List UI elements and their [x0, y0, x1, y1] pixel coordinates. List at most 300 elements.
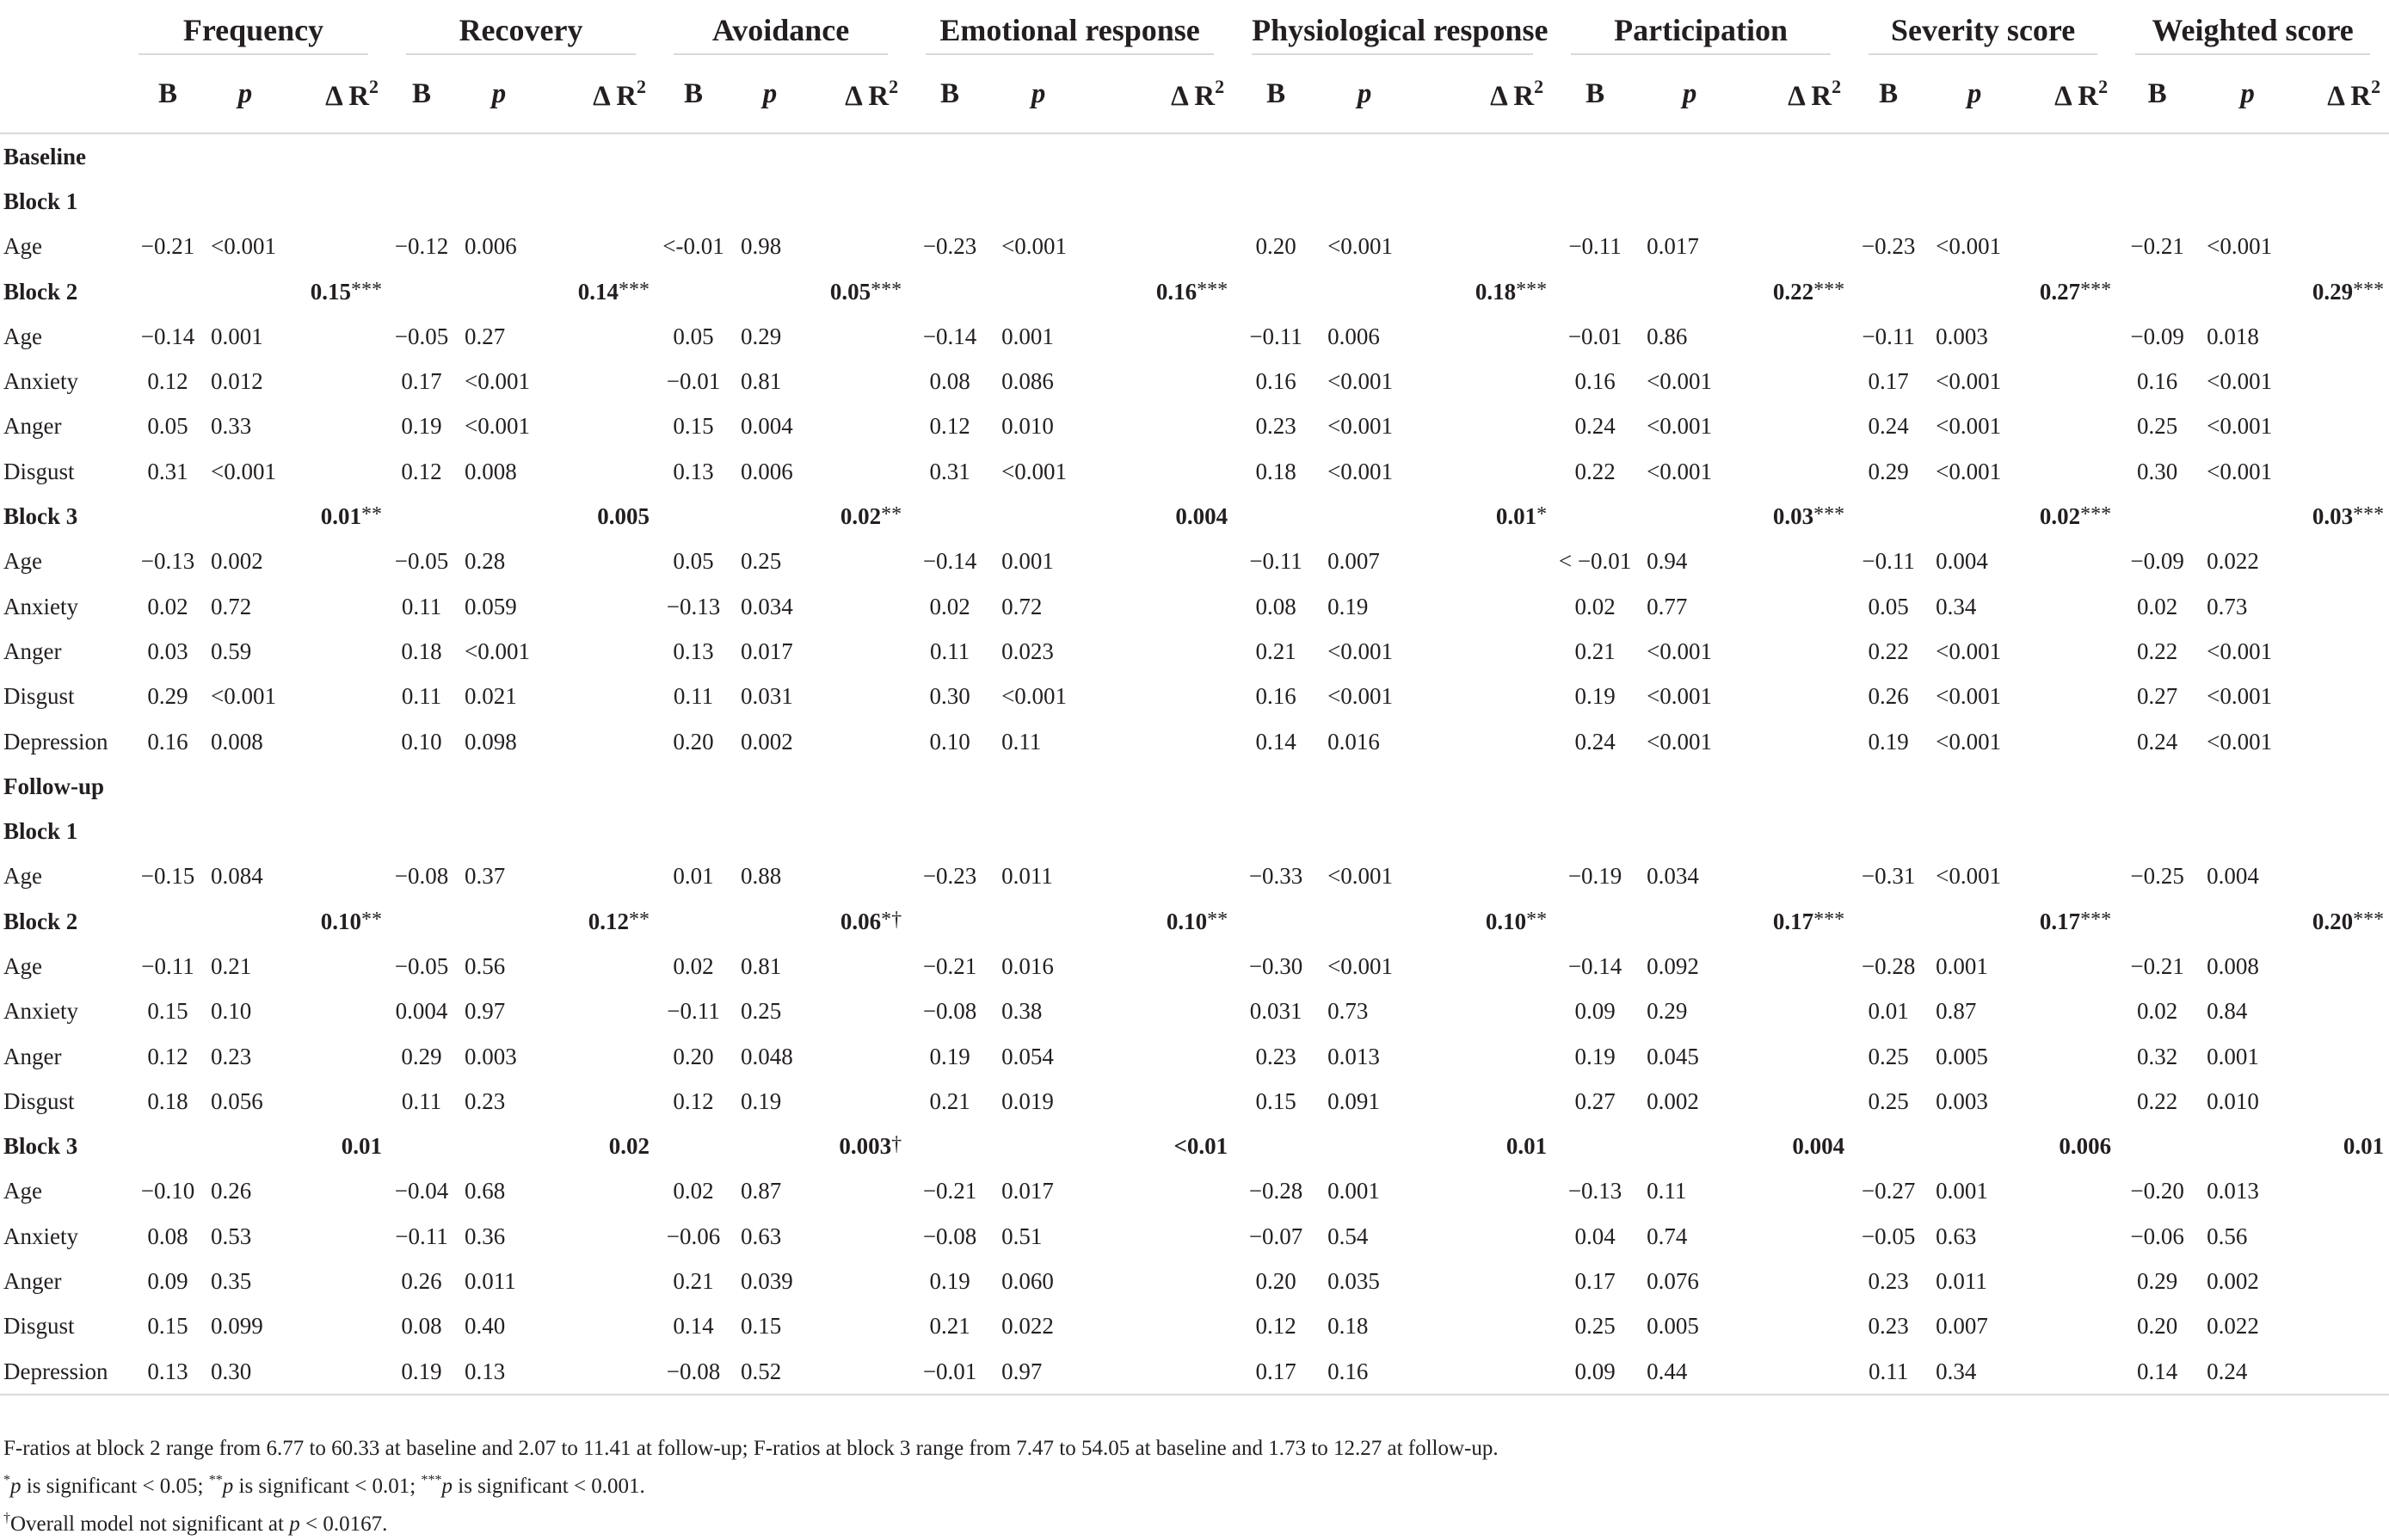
cell-delta-r2-severity-score — [2022, 1304, 2116, 1349]
cell-b-severity-score: −0.23 — [1861, 233, 1916, 260]
cell-p-frequency: 0.056 — [211, 1087, 263, 1114]
cell-b-participation: 0.27 — [1574, 1087, 1616, 1114]
cell-delta-r2-weighted-score — [2297, 944, 2389, 989]
cell-p-physiological-response — [1319, 809, 1410, 853]
cell-p-frequency: 0.008 — [211, 728, 263, 755]
cell-delta-r2-avoidance — [808, 584, 907, 629]
cell-delta-r2-weighted-score — [2297, 314, 2389, 359]
cell-b-emotional-response: 0.08 — [929, 368, 970, 395]
cell-b-avoidance — [655, 179, 732, 224]
cell-p-recovery: 0.28 — [465, 548, 506, 575]
cell-b-emotional-response: 0.10 — [929, 728, 970, 755]
cell-delta-r2-emotional-response — [1084, 584, 1233, 629]
cell-delta-r2-participation — [1741, 269, 1850, 314]
cell-p-frequency: <0.001 — [211, 458, 276, 484]
delta-r-label: Δ R — [1788, 80, 1832, 112]
cell-delta-r2-severity-score — [2022, 1259, 2116, 1303]
cell-delta-r2-physiological-response — [1410, 1079, 1552, 1124]
significance-marker: *** — [1813, 278, 1845, 301]
delta-r2-value: 0.27 — [2039, 278, 2081, 305]
predictor-label: Age — [3, 548, 42, 575]
cell-p-emotional-response: <0.001 — [1001, 683, 1068, 710]
empty-cell — [2022, 133, 2116, 179]
cell-delta-r2-weighted-score — [2297, 225, 2389, 269]
cell-p-avoidance: 0.52 — [732, 1349, 808, 1395]
cell-p-avoidance: 0.039 — [741, 1268, 793, 1295]
cell-b-severity-score — [1850, 1124, 1927, 1169]
predictor-label: Anxiety — [3, 1223, 78, 1249]
squared-superscript: 2 — [2371, 75, 2381, 97]
col-header-b-emotional-response: B — [907, 55, 993, 133]
cell-delta-r2-physiological-response — [1410, 539, 1552, 584]
cell-b-participation — [1552, 899, 1638, 944]
cell-b-weighted-score: −0.20 — [2130, 1178, 2184, 1204]
cell-delta-r2-weighted-score — [2297, 899, 2389, 944]
cell-b-severity-score: 0.11 — [1850, 1349, 1927, 1395]
delta-r2-value: 0.10 — [1166, 908, 1208, 934]
cell-b-weighted-score: 0.30 — [2137, 458, 2178, 484]
footnote-text: is significant < 0.001. — [453, 1475, 645, 1498]
col-header-b-frequency: B — [133, 55, 202, 133]
empty-cell — [2116, 764, 2198, 809]
cell-b-avoidance: −0.01 — [666, 368, 721, 395]
cell-delta-r2-physiological-response — [1410, 1124, 1552, 1169]
table-row — [0, 629, 2389, 674]
cell-p-participation: <0.001 — [1647, 638, 1713, 664]
cell-b-physiological-response: −0.07 — [1248, 1223, 1303, 1249]
cell-b-emotional-response: −0.01 — [907, 1349, 993, 1395]
significance-marker: ** — [881, 503, 902, 527]
cell-delta-r2-emotional-response — [1084, 675, 1233, 719]
cell-b-physiological-response: 0.17 — [1233, 1349, 1319, 1395]
empty-cell — [1552, 133, 1638, 179]
cell-b-avoidance — [655, 899, 732, 944]
cell-b-severity-score: 0.29 — [1868, 458, 1909, 484]
delta-r2-value: 0.02 — [608, 1133, 650, 1160]
cell-p-participation: 0.44 — [1638, 1349, 1741, 1395]
cell-delta-r2-participation — [1741, 225, 1850, 269]
significance-marker: *** — [351, 278, 383, 301]
cell-delta-r2-avoidance — [808, 809, 907, 853]
cell-delta-r2-participation — [1741, 809, 1850, 853]
cell-b-physiological-response: 0.23 — [1255, 1043, 1296, 1069]
cell-delta-r2-recovery — [542, 1124, 655, 1169]
empty-cell — [542, 764, 655, 809]
empty-cell — [387, 133, 456, 179]
cell-p-emotional-response — [993, 494, 1084, 539]
cell-b-frequency: −0.14 — [140, 323, 195, 349]
cell-b-avoidance: 0.13 — [673, 458, 714, 484]
cell-p-avoidance: 0.031 — [741, 683, 793, 710]
cell-p-physiological-response: <0.001 — [1327, 233, 1394, 260]
cell-p-severity-score: 0.003 — [1936, 323, 1988, 349]
cell-delta-r2-weighted-score — [2297, 539, 2389, 584]
empty-cell — [202, 764, 288, 809]
cell-p-frequency — [202, 179, 288, 224]
empty-cell — [1927, 133, 2022, 179]
group-header-label: Emotional response — [926, 14, 1214, 55]
cell-b-frequency — [133, 809, 202, 853]
cell-delta-r2-frequency — [288, 539, 387, 584]
cell-b-recovery: 0.18 — [401, 638, 442, 664]
cell-b-physiological-response — [1233, 494, 1319, 539]
group-header-label: Weighted score — [2135, 14, 2370, 55]
cell-delta-r2-emotional-response — [1084, 1034, 1233, 1079]
cell-p-severity-score: <0.001 — [1936, 683, 2002, 710]
cell-p-frequency: 0.53 — [211, 1223, 252, 1249]
cell-b-frequency: 0.29 — [147, 683, 188, 710]
cell-p-severity-score — [1927, 899, 2022, 944]
group-header-label: Recovery — [406, 14, 636, 55]
cell-p-severity-score: 0.007 — [1936, 1313, 1988, 1340]
cell-b-frequency: 0.31 — [147, 458, 188, 484]
cell-delta-r2-avoidance — [808, 539, 907, 584]
cell-p-participation: 0.77 — [1647, 593, 1688, 619]
cell-delta-r2-physiological-response — [1410, 269, 1552, 314]
cell-delta-r2-participation — [1741, 404, 1850, 449]
block-row — [0, 1124, 2389, 1169]
cell-p-frequency: 0.30 — [202, 1349, 288, 1395]
cell-delta-r2-severity-score — [2022, 719, 2116, 764]
cell-p-recovery — [456, 494, 542, 539]
cell-p-recovery — [456, 269, 542, 314]
empty-cell — [1638, 764, 1741, 809]
cell-delta-r2-emotional-response — [1084, 899, 1233, 944]
cell-delta-r2-recovery — [542, 719, 655, 764]
cell-b-avoidance: −0.08 — [655, 1349, 732, 1395]
significance-marker: *** — [1516, 278, 1548, 301]
empty-cell — [1850, 764, 1927, 809]
cell-b-frequency: 0.09 — [147, 1268, 188, 1295]
significance-marker: *** — [1813, 503, 1845, 527]
cell-delta-r2-physiological-response — [1410, 1214, 1552, 1259]
predictor-label: Anger — [3, 1043, 62, 1069]
delta-r2-value: 0.12 — [588, 908, 630, 934]
cell-b-weighted-score: −0.21 — [2130, 233, 2184, 260]
cell-b-physiological-response: 0.16 — [1255, 683, 1296, 710]
cell-delta-r2-emotional-response — [1084, 539, 1233, 584]
cell-delta-r2-recovery — [542, 1079, 655, 1124]
table-row — [0, 539, 2389, 584]
cell-p-avoidance — [732, 269, 808, 314]
group-header-frequency — [133, 0, 387, 55]
cell-delta-r2-avoidance — [808, 225, 907, 269]
cell-b-severity-score: 0.23 — [1868, 1313, 1909, 1340]
cell-b-recovery: −0.04 — [394, 1178, 449, 1204]
col-header-p-recovery: p — [456, 55, 542, 133]
cell-b-frequency: 0.15 — [147, 1313, 188, 1340]
cell-delta-r2-weighted-score — [2297, 1079, 2389, 1124]
cell-p-participation — [1638, 809, 1741, 853]
cell-b-weighted-score: 0.16 — [2137, 368, 2178, 395]
cell-delta-r2-weighted-score — [2297, 449, 2389, 494]
cell-p-emotional-response: 0.019 — [1001, 1087, 1054, 1114]
section-row — [0, 764, 2389, 809]
group-header-participation — [1552, 0, 1850, 55]
cell-delta-r2-physiological-response — [1410, 1349, 1552, 1395]
cell-p-emotional-response: 0.010 — [1001, 413, 1054, 440]
cell-b-avoidance: 0.01 — [673, 863, 714, 890]
delta-r2-value: 0.01 — [1505, 1133, 1548, 1160]
cell-delta-r2-recovery — [542, 809, 655, 853]
predictor-label: Anger — [3, 413, 62, 440]
col-header-delta-r2-avoidance — [808, 55, 907, 133]
cell-p-severity-score: 0.011 — [1936, 1268, 1987, 1295]
footnote-f-ratios: F-ratios at block 2 range from 6.77 to 60.33 at baseline and 2.07 to 11.41 at follow-up; F-ratios at block 3 range from 7.47 to 54.05 at baseline and 1.73 to 12.27 at follow-up. — [3, 1437, 1499, 1460]
cell-p-emotional-response: 0.38 — [1001, 998, 1043, 1025]
cell-b-participation: 0.16 — [1574, 368, 1616, 395]
cell-b-emotional-response: −0.14 — [922, 548, 977, 575]
cell-b-recovery — [387, 899, 456, 944]
table-row — [0, 1079, 2389, 1124]
cell-p-avoidance — [732, 809, 808, 853]
cell-b-emotional-response: −0.21 — [922, 1178, 977, 1204]
cell-b-weighted-score — [2116, 179, 2198, 224]
cell-b-physiological-response: 0.16 — [1255, 368, 1296, 395]
cell-b-frequency — [133, 494, 202, 539]
cell-delta-r2-weighted-score — [2297, 584, 2389, 629]
delta-r2-value: 0.004 — [1175, 503, 1228, 530]
cell-p-frequency — [202, 269, 288, 314]
cell-p-recovery: 0.97 — [465, 998, 506, 1025]
predictor-label: Age — [3, 1178, 42, 1204]
cell-delta-r2-frequency — [288, 809, 387, 853]
group-header-physiological-response — [1233, 0, 1552, 55]
predictor-label: Depression — [0, 1349, 133, 1395]
cell-b-recovery: 0.11 — [401, 593, 442, 619]
empty-cell — [1552, 764, 1638, 809]
cell-p-weighted-score: <0.001 — [2207, 458, 2273, 484]
cell-p-severity-score — [1927, 269, 2022, 314]
cell-p-frequency: 0.001 — [211, 323, 263, 349]
cell-b-physiological-response: 0.23 — [1255, 413, 1296, 440]
cell-b-frequency — [133, 269, 202, 314]
cell-p-emotional-response: <0.001 — [1001, 233, 1068, 260]
cell-delta-r2-severity-score — [2022, 584, 2116, 629]
cell-p-avoidance: 0.81 — [741, 368, 782, 395]
empty-cell — [387, 764, 456, 809]
cell-p-frequency: 0.33 — [211, 413, 252, 440]
cell-p-emotional-response: 0.017 — [1001, 1178, 1054, 1204]
cell-p-recovery: 0.56 — [465, 952, 506, 979]
cell-delta-r2-emotional-response — [1084, 179, 1233, 224]
cell-p-recovery: 0.27 — [465, 323, 506, 349]
cell-b-severity-score: 0.25 — [1868, 1087, 1909, 1114]
cell-b-avoidance: −0.13 — [666, 593, 721, 619]
empty-cell — [133, 133, 202, 179]
predictor-label: Anxiety — [3, 998, 78, 1025]
cell-b-recovery: 0.08 — [401, 1313, 442, 1340]
cell-delta-r2-emotional-response — [1084, 225, 1233, 269]
cell-b-participation: < −0.01 — [1558, 548, 1632, 575]
cell-p-recovery: 0.68 — [465, 1178, 506, 1204]
cell-b-physiological-response: 0.14 — [1255, 728, 1296, 755]
cell-p-weighted-score — [2198, 494, 2297, 539]
cell-p-participation: 0.94 — [1647, 548, 1688, 575]
cell-b-emotional-response: 0.12 — [929, 413, 970, 440]
cell-p-severity-score: <0.001 — [1936, 413, 2002, 440]
cell-b-participation: 0.24 — [1574, 413, 1616, 440]
cell-delta-r2-weighted-score — [2297, 1349, 2389, 1395]
cell-p-severity-score: 0.34 — [1936, 593, 1977, 619]
cell-delta-r2-severity-score — [2022, 944, 2116, 989]
cell-delta-r2-severity-score — [2022, 179, 2116, 224]
cell-delta-r2-physiological-response — [1410, 944, 1552, 989]
cell-delta-r2-participation — [1741, 629, 1850, 674]
group-header-label: Physiological response — [1252, 14, 1533, 55]
cell-b-severity-score: 0.01 — [1868, 998, 1909, 1025]
delta-r2-value: 0.22 — [1772, 278, 1814, 305]
cell-delta-r2-frequency — [288, 1034, 387, 1079]
cell-p-participation — [1638, 899, 1741, 944]
cell-delta-r2-recovery — [542, 675, 655, 719]
block-label: Block 2 — [3, 278, 78, 305]
squared-superscript: 2 — [889, 75, 899, 97]
cell-b-recovery: 0.26 — [401, 1268, 442, 1295]
empty-cell — [1927, 764, 2022, 809]
cell-p-physiological-response — [1319, 1124, 1410, 1169]
cell-delta-r2-weighted-score — [2297, 719, 2389, 764]
delta-r-label: Δ R — [325, 80, 370, 112]
cell-delta-r2-frequency — [288, 1124, 387, 1169]
col-header-b-recovery: B — [387, 55, 456, 133]
cell-p-severity-score: 0.001 — [1936, 1178, 1988, 1204]
cell-delta-r2-avoidance — [808, 1079, 907, 1124]
block-label: Block 3 — [3, 503, 78, 530]
block-label: Block 2 — [3, 908, 78, 934]
delta-r2-value: 0.01 — [320, 503, 362, 530]
cell-delta-r2-participation — [1741, 899, 1850, 944]
cell-delta-r2-recovery — [542, 1214, 655, 1259]
cell-b-recovery: 0.11 — [401, 683, 442, 710]
cell-p-physiological-response: 0.16 — [1319, 1349, 1410, 1395]
cell-p-severity-score: 0.003 — [1936, 1087, 1988, 1114]
delta-r-label: Δ R — [845, 80, 890, 112]
cell-p-weighted-score: <0.001 — [2207, 233, 2273, 260]
cell-p-physiological-response: 0.73 — [1327, 998, 1369, 1025]
cell-delta-r2-weighted-score — [2297, 629, 2389, 674]
cell-p-recovery: 0.003 — [465, 1043, 517, 1069]
cell-p-recovery: 0.008 — [465, 458, 517, 484]
cell-b-participation — [1552, 809, 1638, 853]
cell-p-emotional-response: 0.086 — [1001, 368, 1054, 395]
cell-b-emotional-response — [907, 809, 993, 853]
table-row — [0, 1304, 2389, 1349]
p-symbol: p — [10, 1475, 22, 1498]
cell-b-frequency: 0.05 — [147, 413, 188, 440]
col-header-delta-r2-frequency — [288, 55, 387, 133]
cell-p-avoidance — [732, 899, 808, 944]
cell-delta-r2-participation — [1741, 989, 1850, 1034]
empty-cell — [1741, 133, 1850, 179]
delta-r2-value: 0.005 — [597, 503, 650, 530]
cell-delta-r2-avoidance — [808, 314, 907, 359]
cell-b-frequency: −0.11 — [141, 952, 194, 979]
block-row — [0, 179, 2389, 224]
cell-p-physiological-response: 0.006 — [1327, 323, 1380, 349]
cell-p-weighted-score — [2198, 179, 2297, 224]
cell-b-participation: 0.24 — [1574, 728, 1616, 755]
single-star-symbol: * — [3, 1473, 10, 1488]
empty-cell — [202, 133, 288, 179]
cell-delta-r2-recovery — [542, 854, 655, 899]
cell-b-frequency: −0.10 — [140, 1178, 195, 1204]
cell-p-frequency: 0.099 — [211, 1313, 263, 1340]
cell-p-participation: 0.076 — [1647, 1268, 1699, 1295]
cell-delta-r2-severity-score — [2022, 1169, 2116, 1214]
cell-delta-r2-frequency — [288, 719, 387, 764]
delta-r2-value: 0.16 — [1155, 278, 1198, 305]
cell-delta-r2-frequency — [288, 359, 387, 403]
cell-delta-r2-severity-score — [2022, 1079, 2116, 1124]
cell-delta-r2-recovery — [542, 539, 655, 584]
cell-b-weighted-score: 0.14 — [2116, 1349, 2198, 1395]
p-symbol: p — [441, 1475, 453, 1498]
empty-cell — [808, 133, 907, 179]
cell-b-physiological-response — [1233, 1124, 1319, 1169]
cell-p-avoidance: 0.017 — [741, 638, 793, 664]
delta-r2-value: 0.02 — [2039, 503, 2081, 530]
cell-p-severity-score: <0.001 — [1936, 863, 2002, 890]
cell-delta-r2-frequency — [288, 1349, 387, 1395]
cell-p-frequency: 0.23 — [211, 1043, 252, 1069]
cell-p-avoidance: 0.034 — [741, 593, 793, 619]
cell-delta-r2-severity-score — [2022, 359, 2116, 403]
delta-r2-value: 0.004 — [1792, 1133, 1845, 1160]
predictor-label: Disgust — [3, 683, 75, 710]
cell-delta-r2-recovery — [542, 314, 655, 359]
cell-b-participation: −0.01 — [1567, 323, 1622, 349]
delta-r2-value: 0.01 — [341, 1133, 383, 1160]
cell-delta-r2-avoidance — [808, 449, 907, 494]
col-header-p-severity-score: p — [1927, 55, 2022, 133]
cell-b-physiological-response: 0.18 — [1255, 458, 1296, 484]
col-header-b-severity-score: B — [1850, 55, 1927, 133]
cell-b-avoidance: 0.21 — [673, 1268, 714, 1295]
cell-b-severity-score — [1850, 809, 1927, 853]
significance-marker: *** — [2080, 278, 2112, 301]
cell-p-weighted-score: <0.001 — [2207, 683, 2273, 710]
cell-delta-r2-emotional-response — [1084, 1214, 1233, 1259]
cell-p-emotional-response: 0.060 — [1001, 1268, 1054, 1295]
cell-delta-r2-frequency — [288, 225, 387, 269]
cell-p-physiological-response: <0.001 — [1327, 458, 1394, 484]
cell-b-physiological-response: −0.30 — [1248, 952, 1303, 979]
p-symbol: p — [289, 1512, 300, 1536]
cell-p-emotional-response — [993, 269, 1084, 314]
cell-delta-r2-frequency — [288, 494, 387, 539]
cell-delta-r2-recovery — [542, 944, 655, 989]
cell-b-physiological-response: 0.21 — [1255, 638, 1296, 664]
cell-b-recovery: 0.11 — [401, 1087, 442, 1114]
significance-marker: ** — [361, 503, 383, 527]
cell-delta-r2-avoidance — [808, 1304, 907, 1349]
delta-r2-value: 0.20 — [2312, 908, 2354, 934]
table-row — [0, 404, 2389, 449]
delta-r2-value: 0.05 — [829, 278, 871, 305]
cell-delta-r2-avoidance — [808, 629, 907, 674]
cell-delta-r2-physiological-response — [1410, 1034, 1552, 1079]
delta-r2-value: 0.02 — [840, 503, 882, 530]
cell-p-emotional-response: 0.022 — [1001, 1313, 1054, 1340]
cell-p-frequency — [202, 809, 288, 853]
col-header-p-weighted-score: p — [2198, 55, 2297, 133]
table-row — [0, 1349, 2389, 1395]
cell-delta-r2-frequency — [288, 1079, 387, 1124]
cell-delta-r2-participation — [1741, 675, 1850, 719]
cell-b-weighted-score: 0.02 — [2137, 593, 2178, 619]
cell-b-participation: 0.17 — [1574, 1268, 1616, 1295]
